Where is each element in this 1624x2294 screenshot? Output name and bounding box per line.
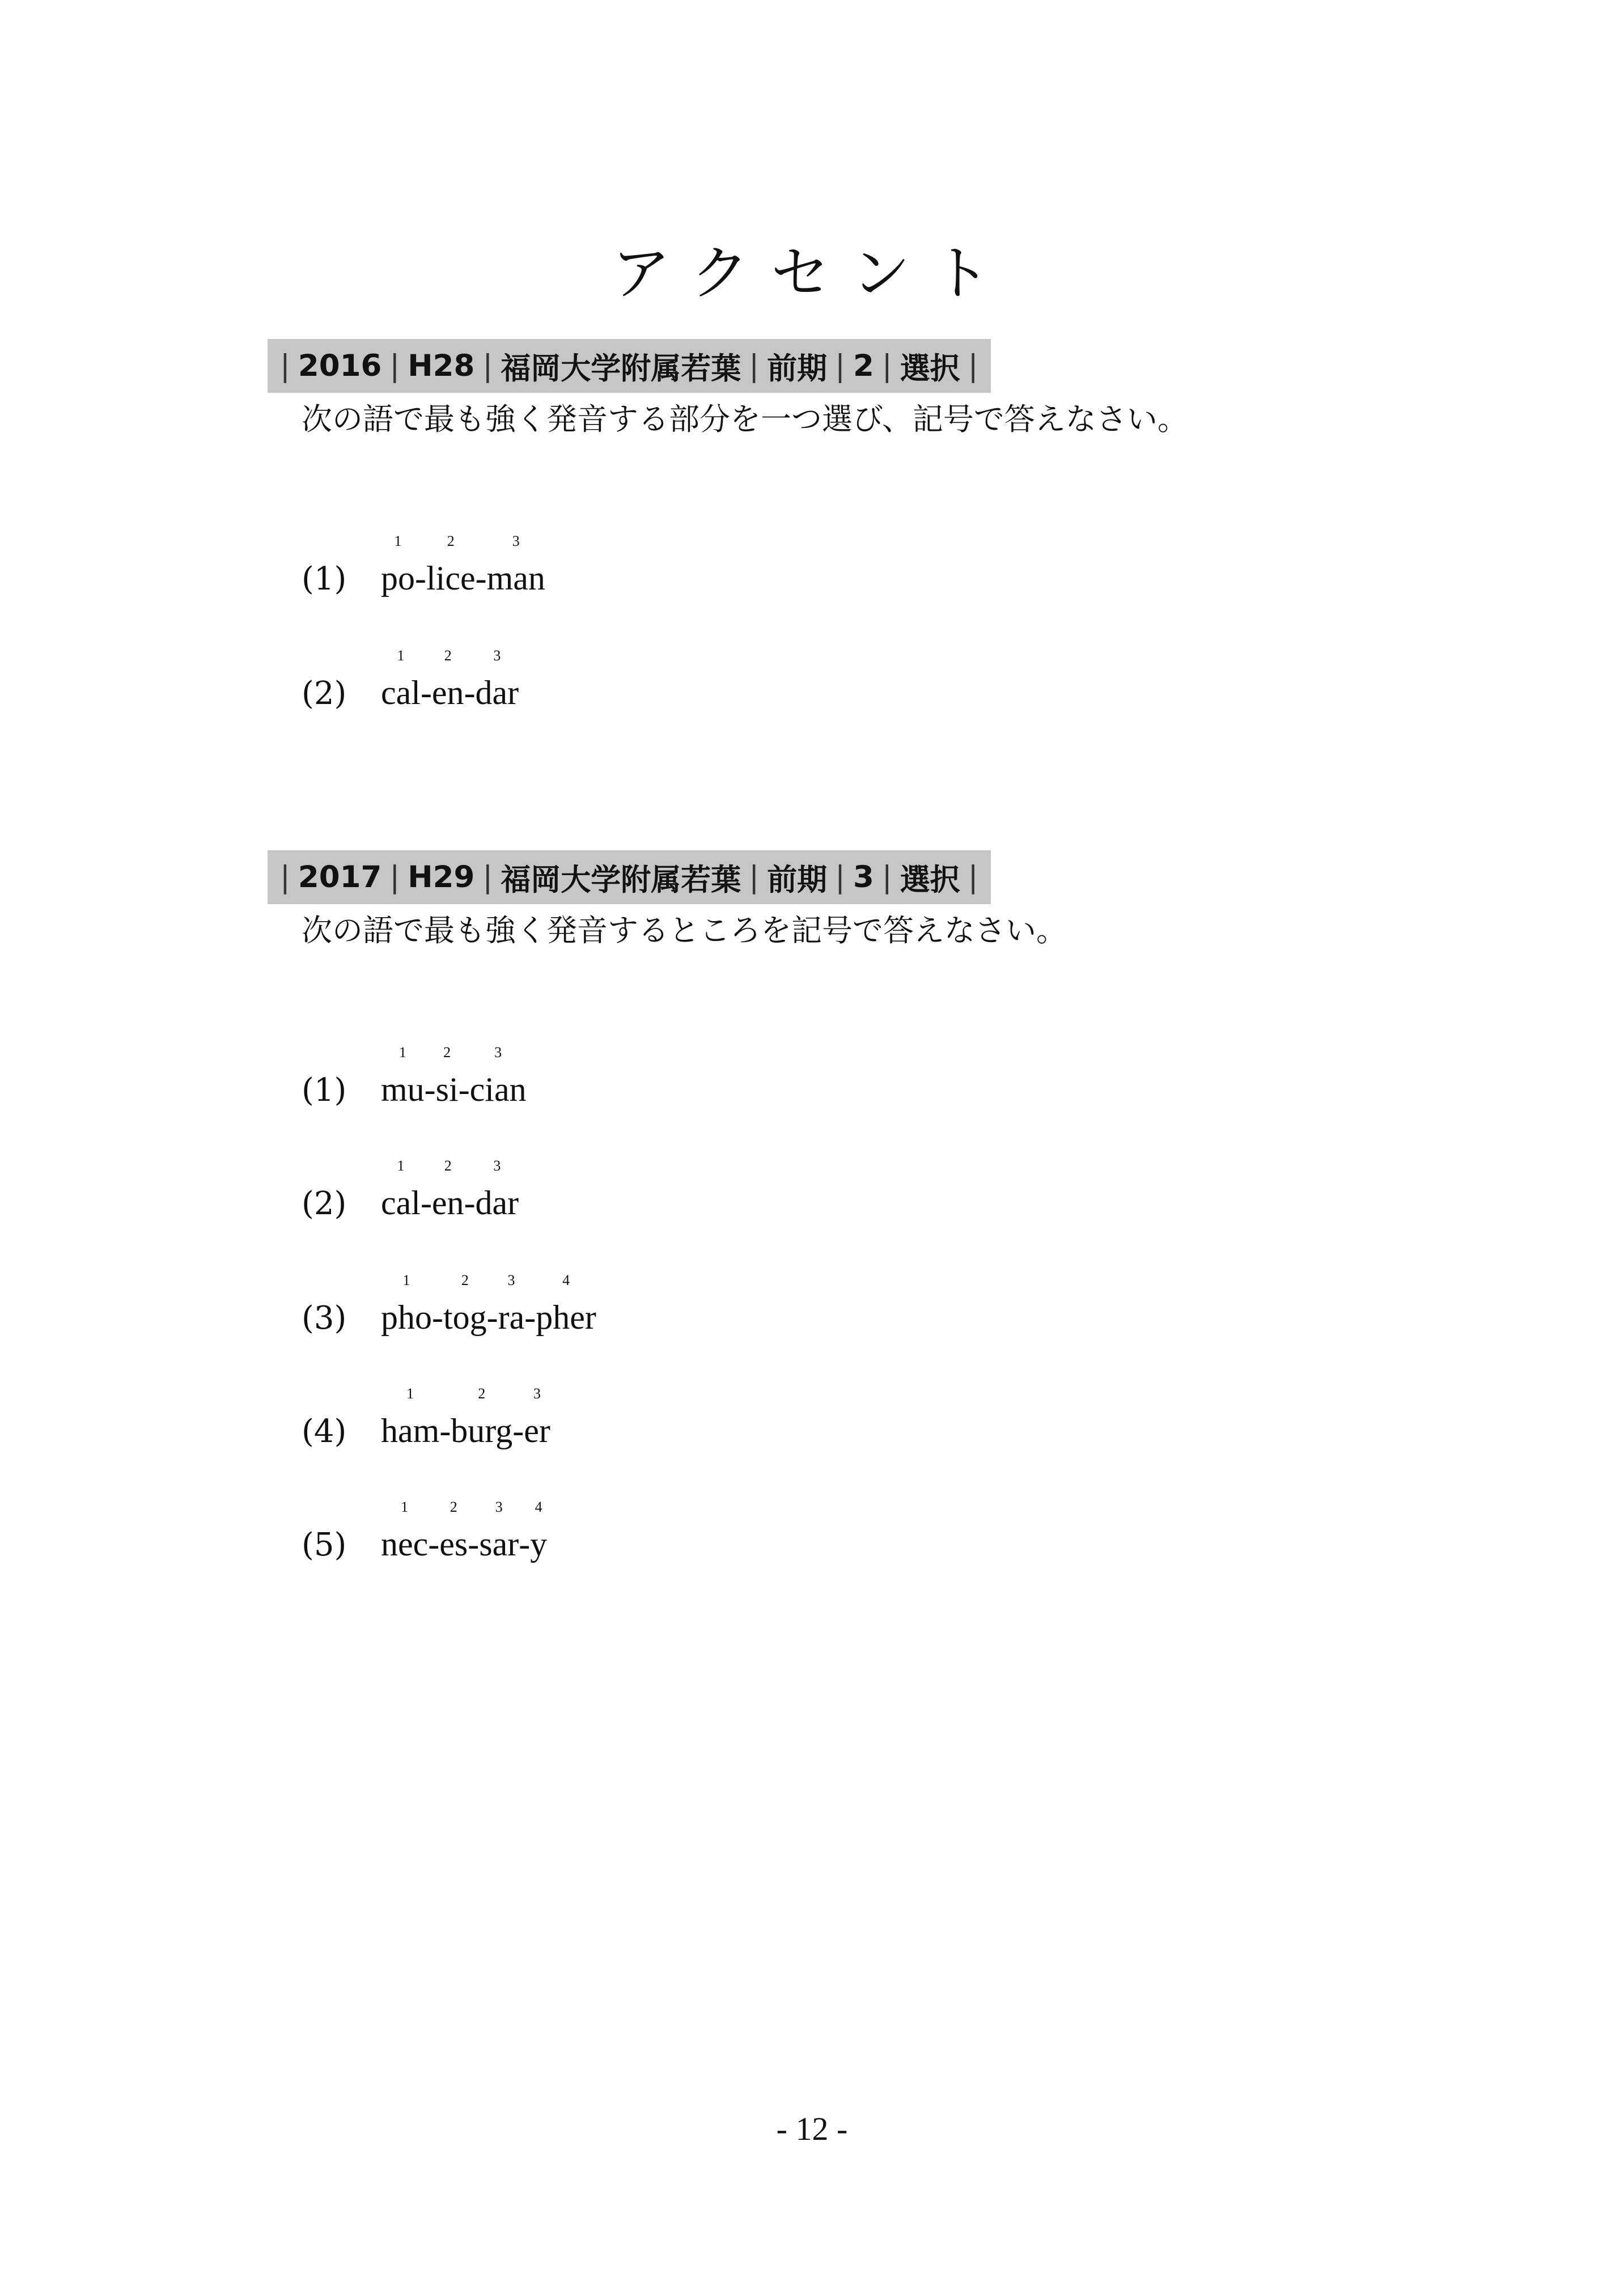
syllable-number: 4 <box>562 1272 570 1288</box>
syllable-number: 1 <box>397 1157 405 1174</box>
page-title: アクセント <box>612 239 1012 308</box>
syllable-number: 2 <box>443 1044 451 1061</box>
syllable <box>431 647 464 711</box>
syllable <box>486 533 545 597</box>
syllable-text: si <box>435 1071 459 1108</box>
syllable-text: po <box>381 559 415 597</box>
section-header: | 2017 | H29 | 福岡大学附属若葉 | 前期 | 3 | 選択 | <box>268 850 991 904</box>
syllable-text: en <box>431 1184 464 1222</box>
header-year: 2017 <box>298 860 382 894</box>
syllable-number: 1 <box>398 1044 406 1061</box>
syllable <box>381 1044 425 1108</box>
instruction-text: 次の語で最も強く発音する部分を一つ選び、記号で答えなさい。 <box>302 401 1188 437</box>
item-number: (2) <box>302 1185 347 1222</box>
syllable-number: 3 <box>507 1272 515 1288</box>
word: 1 pho - 2 tog - 3 ra - 4 pher <box>381 1272 596 1336</box>
syllable-number: 3 <box>533 1385 541 1402</box>
syllable <box>381 1385 440 1449</box>
syllable-number: 1 <box>402 1272 410 1288</box>
syllable <box>435 1044 459 1108</box>
syllable-number: 2 <box>447 533 455 549</box>
word: 1 mu - 2 si - 3 cian <box>381 1044 527 1108</box>
syllable-number: 3 <box>495 1499 503 1515</box>
word: 1 cal - 2 en - 3 dar <box>381 1157 519 1222</box>
syllable-number: 1 <box>394 533 402 549</box>
syllable <box>381 1157 421 1222</box>
word: 1 cal - 2 en - 3 dar <box>381 647 519 711</box>
syllable <box>443 1272 487 1336</box>
syllable <box>451 1385 513 1449</box>
syllable-number: 3 <box>512 533 520 549</box>
syllable <box>381 647 421 711</box>
syllable-number: 1 <box>401 1499 409 1515</box>
syllable <box>469 1044 527 1108</box>
syllable <box>475 647 519 711</box>
header-year: 2016 <box>298 349 382 383</box>
syllable-text: er <box>524 1412 550 1449</box>
syllable-number: 3 <box>493 1157 501 1174</box>
syllable <box>426 533 476 597</box>
syllable-text: mu <box>381 1071 425 1108</box>
header-type: 選択 <box>900 351 960 386</box>
syllable-text: man <box>486 559 545 597</box>
item-number: (3) <box>302 1300 347 1337</box>
syllable-text: y <box>530 1525 548 1563</box>
syllable-text: burg <box>451 1412 513 1449</box>
syllable-text: cal <box>381 674 421 711</box>
header-term: 前期 <box>767 351 828 386</box>
instruction-text: 次の語で最も強く発音するところを記号で答えなさい。 <box>302 913 1067 948</box>
syllable-text: pho <box>381 1299 432 1336</box>
syllable <box>498 1272 525 1336</box>
syllable-text: nec <box>381 1525 429 1563</box>
item-number: (1) <box>302 1072 347 1109</box>
word: 1 po - 2 lice - 3 man <box>381 533 545 597</box>
syllable-text: cal <box>381 1184 421 1222</box>
syllable <box>381 1272 432 1336</box>
header-question-number: 2 <box>853 349 874 383</box>
syllable-number: 2 <box>444 1157 452 1174</box>
syllable <box>381 533 415 597</box>
page-number: - 12 - <box>776 2110 848 2147</box>
section-header: | 2016 | H28 | 福岡大学附属若葉 | 前期 | 2 | 選択 | <box>268 339 991 393</box>
syllable-text: tog <box>443 1299 487 1336</box>
word: 1 ham - 2 burg - 3 er <box>381 1385 550 1449</box>
syllable <box>530 1499 548 1563</box>
syllable <box>431 1157 464 1222</box>
syllable-number: 3 <box>493 647 501 664</box>
syllable <box>524 1385 550 1449</box>
syllable-number: 2 <box>450 1499 457 1515</box>
syllable-number: 2 <box>444 647 452 664</box>
syllable-text: dar <box>475 674 519 711</box>
syllable-text: sar <box>479 1525 519 1563</box>
syllable <box>439 1499 468 1563</box>
item-number: (1) <box>302 561 347 597</box>
syllable <box>536 1272 596 1336</box>
header-question-number: 3 <box>853 860 874 894</box>
syllable <box>475 1157 519 1222</box>
header-school: 福岡大学附属若葉 <box>501 351 741 386</box>
syllable-text: cian <box>469 1071 527 1108</box>
header-school: 福岡大学附属若葉 <box>501 862 741 897</box>
syllable-text: pher <box>536 1299 596 1336</box>
word: 1 nec - 2 es - 3 sar - 4 y <box>381 1499 548 1563</box>
syllable-text: dar <box>475 1184 519 1222</box>
syllable-number: 3 <box>494 1044 502 1061</box>
syllable-number: 2 <box>478 1385 486 1402</box>
syllable-number: 2 <box>461 1272 469 1288</box>
header-type: 選択 <box>900 862 960 897</box>
syllable-text: es <box>439 1525 468 1563</box>
syllable-text: ra <box>498 1299 525 1336</box>
header-era: H29 <box>408 860 475 894</box>
syllable-text: ham <box>381 1412 440 1449</box>
header-era: H28 <box>408 349 475 383</box>
syllable <box>479 1499 519 1563</box>
item-number: (4) <box>302 1413 347 1450</box>
syllable-text: lice <box>426 559 476 597</box>
syllable-text: en <box>431 674 464 711</box>
item-number: (2) <box>302 675 347 712</box>
syllable-number: 4 <box>535 1499 542 1515</box>
header-term: 前期 <box>767 862 828 897</box>
syllable-number: 1 <box>406 1385 414 1402</box>
syllable-number: 1 <box>397 647 405 664</box>
syllable <box>381 1499 429 1563</box>
item-number: (5) <box>302 1526 347 1563</box>
